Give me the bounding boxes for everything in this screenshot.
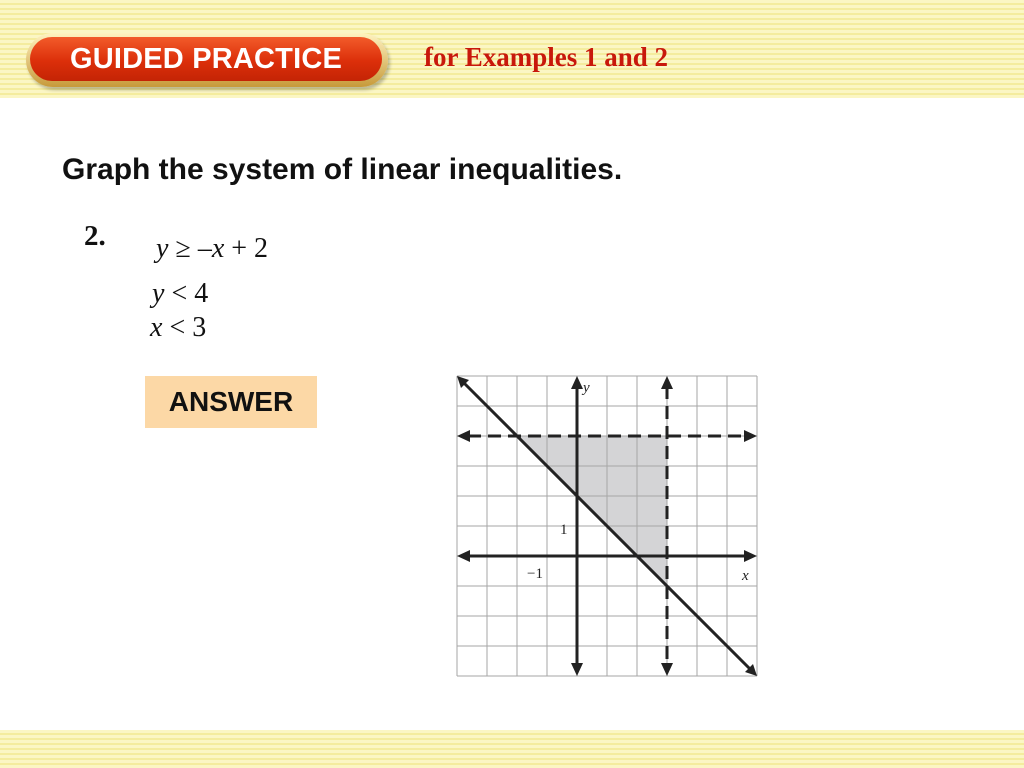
inequality-2-rhs: 4: [194, 278, 209, 309]
y-axis-label: y: [583, 380, 590, 396]
footer-band: [0, 730, 1024, 768]
inequality-1: [156, 233, 268, 265]
inequality-2-op: <: [171, 278, 188, 309]
x-axis-label: x: [742, 568, 749, 584]
inequality-graph: [440, 372, 770, 684]
inequality-2-lhs: y: [152, 278, 165, 309]
inequality-3: [150, 312, 206, 344]
inequality-3-lhs: x: [150, 312, 163, 343]
problem-number: 2.: [84, 220, 106, 252]
inequality-3-op: <: [169, 312, 186, 343]
instruction-text: Graph the system of linear inequalities.: [62, 153, 623, 186]
examples-reference: for Examples 1 and 2: [424, 42, 669, 72]
inequality-1-op: ≥: [175, 233, 191, 264]
inequality-2: [152, 278, 208, 310]
guided-practice-badge: [26, 33, 388, 87]
answer-button[interactable]: ANSWER: [145, 376, 317, 428]
inequality-1-rhs: –x + 2: [197, 233, 269, 264]
x-tick-label: −1: [527, 566, 543, 582]
inequality-1-lhs: y: [156, 233, 169, 264]
y-tick-label: 1: [560, 522, 568, 538]
inequality-3-rhs: 3: [192, 312, 207, 343]
guided-practice-label: GUIDED PRACTICE: [30, 37, 382, 81]
